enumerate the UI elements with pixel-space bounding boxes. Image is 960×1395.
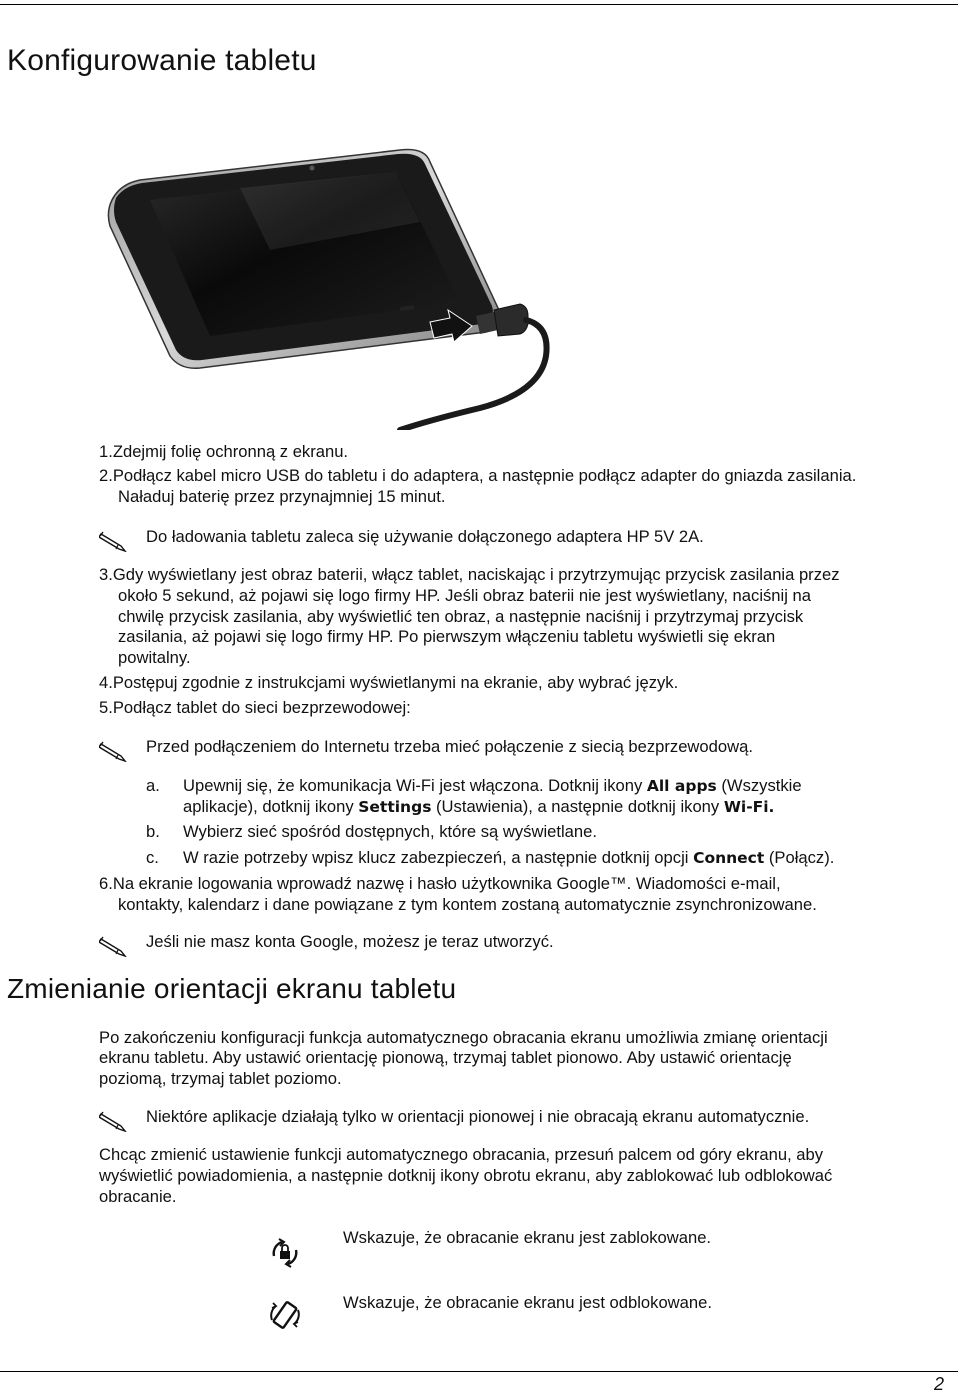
note-text: Do ładowania tabletu zaleca się używanie dołączonego adaptera HP 5V 2A. <box>146 527 704 546</box>
step-6 <box>99 873 781 894</box>
step-3-line-2: około 5 sekund, aż pojawi się logo firmy HP. Jeśli obraz baterii nie jest wyświetlany, naciśnij na <box>118 586 811 605</box>
substep-text: (Wszystkie <box>716 776 802 795</box>
step-number: 4. <box>99 673 113 692</box>
substep-a-label: a. <box>146 776 160 795</box>
rotation-unlocked-icon <box>268 1298 302 1332</box>
paragraph-line: poziomą, trzymaj tablet poziomo. <box>99 1069 342 1088</box>
note-text: Jeśli nie masz konta Google, możesz je teraz utworzyć. <box>146 932 554 951</box>
ui-label-settings: Settings <box>358 798 432 816</box>
ui-label-connect: Connect <box>693 849 765 867</box>
substep-text: aplikacje), dotknij ikony <box>183 797 359 816</box>
step-1 <box>99 441 348 462</box>
top-rule <box>0 4 958 5</box>
tablet-charging-illustration <box>100 130 560 430</box>
step-4 <box>99 672 678 693</box>
step-2-line-2: Naładuj baterię przez przynajmniej 15 minut. <box>118 487 446 506</box>
step-3 <box>99 564 840 585</box>
step-text: Gdy wyświetlany jest obraz baterii, włącz tablet, naciskając i przytrzymując przycisk zasilania przez <box>112 565 840 584</box>
note-text: Niektóre aplikacje działają tylko w orientacji pionowej i nie obracają ekranu automatycznie. <box>146 1107 810 1126</box>
pencil-icon <box>99 530 127 552</box>
ui-label-all-apps: All apps <box>646 777 717 795</box>
step-6-line-2: kontakty, kalendarz i dane powiązane z tym kontem zostaną automatycznie zsynchronizowane. <box>118 895 817 914</box>
icon-description: Wskazuje, że obracanie ekranu jest odblokowane. <box>343 1293 712 1312</box>
substep-b-label: b. <box>146 822 160 841</box>
step-3-line-5: powitalny. <box>118 648 191 667</box>
page-number: 2 <box>933 1374 944 1394</box>
substep-a <box>183 775 802 797</box>
step-2 <box>99 465 856 486</box>
icon-description: Wskazuje, że obracanie ekranu jest zablokowane. <box>343 1228 712 1247</box>
step-text: Podłącz kabel micro USB do tabletu i do adaptera, a następnie podłącz adapter do gniazda zasilania. <box>112 466 857 485</box>
step-number: 5. <box>99 698 113 717</box>
paragraph-line: obracanie. <box>99 1187 177 1206</box>
paragraph-line: Po zakończeniu konfiguracji funkcja automatycznego obracania ekranu umożliwia zmianę orientacji <box>99 1028 828 1047</box>
step-number: 2. <box>99 466 113 485</box>
note-text: Przed podłączeniem do Internetu trzeba mieć połączenie z siecią bezprzewodową. <box>146 737 753 756</box>
substep-text: W razie potrzeby wpisz klucz zabezpieczeń, a następnie dotknij opcji <box>183 848 694 867</box>
paragraph-line: ekranu tabletu. Aby ustawić orientację pionową, trzymaj tablet pionowo. Aby ustawić orientację <box>99 1048 792 1067</box>
rotation-locked-icon <box>268 1236 302 1270</box>
paragraph-line: wyświetlić powiadomienia, a następnie dotknij ikony obrotu ekranu, aby zablokować lub odblokować <box>99 1166 833 1185</box>
substep-c-label: c. <box>146 848 159 867</box>
substep-c <box>183 847 834 869</box>
substep-a-line-2 <box>183 796 774 818</box>
page-title: Konfigurowanie tabletu <box>7 44 317 77</box>
section-title: Zmienianie orientacji ekranu tabletu <box>7 973 457 1004</box>
step-3-line-4: zasilania, aż pojawi się logo firmy HP. Po pierwszym włączeniu tabletu wyświetli się ekran <box>118 627 776 646</box>
substep-text: (Ustawienia), a następnie dotknij ikony <box>431 797 724 816</box>
step-number: 3. <box>99 565 113 584</box>
step-5 <box>99 697 411 718</box>
substep-text: Upewnij się, że komunikacja Wi-Fi jest włączona. Dotknij ikony <box>183 776 647 795</box>
pencil-icon <box>99 935 127 957</box>
step-number: 1. <box>99 442 113 461</box>
step-text: Postępuj zgodnie z instrukcjami wyświetlanymi na ekranie, aby wybrać język. <box>112 673 679 692</box>
ui-label-wifi: Wi-Fi. <box>723 798 775 816</box>
step-text: Zdejmij folię ochronną z ekranu. <box>112 442 349 461</box>
pencil-icon <box>99 740 127 762</box>
substep-b: Wybierz sieć spośród dostępnych, które są wyświetlane. <box>183 822 597 841</box>
pencil-icon <box>99 1110 127 1132</box>
step-number: 6. <box>99 874 113 893</box>
substep-text: (Połącz). <box>764 848 835 867</box>
step-text: Podłącz tablet do sieci bezprzewodowej: <box>112 698 411 717</box>
paragraph-line: Chcąc zmienić ustawienie funkcji automatycznego obracania, przesuń palcem od góry ekranu, aby <box>99 1145 824 1164</box>
step-text: Na ekranie logowania wprowadź nazwę i hasło użytkownika Google™. Wiadomości e-mail, <box>112 874 781 893</box>
bottom-rule <box>0 1371 958 1372</box>
step-3-line-3: chwilę przycisk zasilania, aby wyświetlić ten obraz, a następnie naciśnij i przytrzymaj przycisk <box>118 607 804 626</box>
